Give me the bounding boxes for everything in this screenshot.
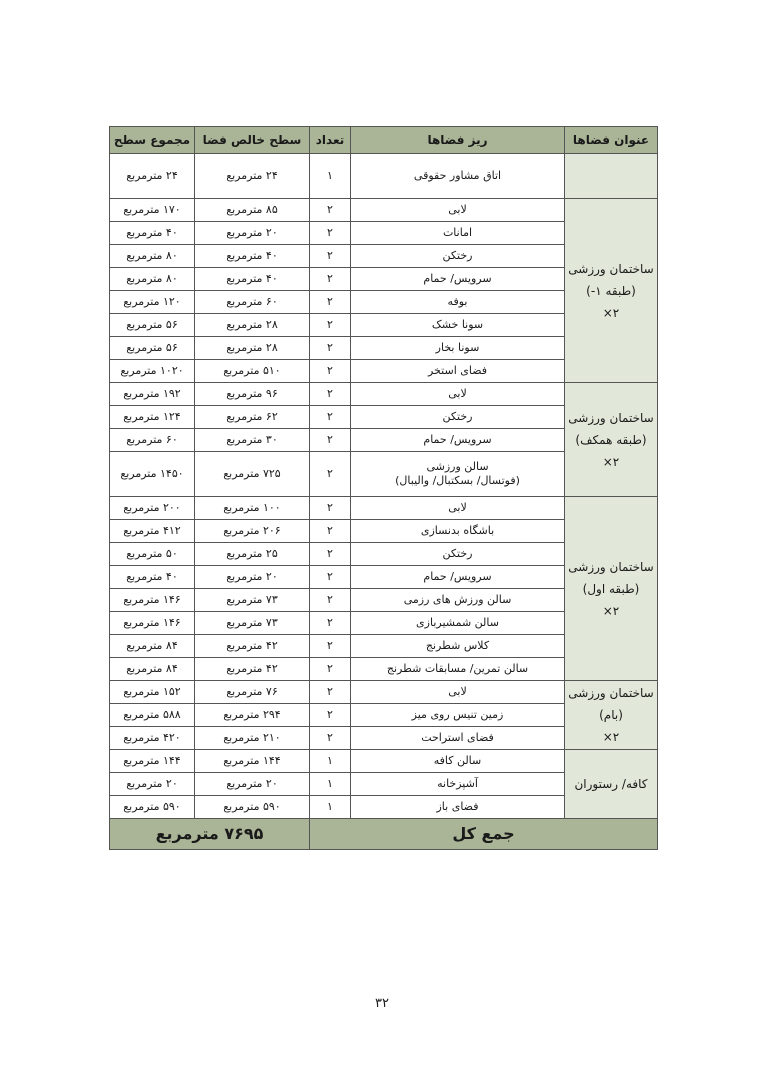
- count-cell: ۲: [310, 199, 351, 222]
- net-area-cell: ۱۴۴ مترمربع: [195, 750, 310, 773]
- count-cell: ۲: [310, 383, 351, 406]
- page-number: ۳۲: [375, 996, 389, 1011]
- group-title-line: (طبقه ۱-): [586, 283, 636, 298]
- table-row: [110, 154, 658, 199]
- net-area-cell: ۷۲۵ مترمربع: [195, 452, 310, 497]
- subspace-name: [351, 704, 565, 727]
- subspace-name-line: آشپزخانه: [437, 777, 478, 790]
- group-title: [565, 383, 658, 497]
- subspace-name-line: فضای استراحت: [421, 731, 494, 744]
- count-cell: ۲: [310, 658, 351, 681]
- total-area-cell: ۱۴۴ مترمربع: [110, 750, 195, 773]
- table-row: [110, 681, 658, 704]
- net-area-cell: ۲۸ مترمربع: [195, 314, 310, 337]
- net-area-cell: ۴۰ مترمربع: [195, 245, 310, 268]
- subspace-name-line: سالن تمرین/ مسابقات شطرنج: [386, 662, 529, 675]
- count-cell: ۲: [310, 245, 351, 268]
- subspace-name-line: باشگاه بدنسازی: [420, 524, 495, 537]
- total-area-cell: ۱۲۰ مترمربع: [110, 291, 195, 314]
- net-area-cell: ۵۱۰ مترمربع: [195, 360, 310, 383]
- subspace-name-line: سرویس/ حمام: [423, 433, 492, 446]
- subspace-name-line: فضای استخر: [427, 364, 488, 377]
- net-area-cell: ۲۰۶ مترمربع: [195, 520, 310, 543]
- net-area-cell: ۲۱۰ مترمربع: [195, 727, 310, 750]
- subspace-name: [351, 543, 565, 566]
- header-title: عنوان فضاها: [565, 127, 658, 154]
- count-cell: ۲: [310, 429, 351, 452]
- subspace-name-line: لابی: [448, 501, 467, 514]
- count-cell: ۲: [310, 543, 351, 566]
- group-title-line: ساختمان ورزشی: [568, 686, 654, 700]
- subspace-name: [351, 452, 565, 497]
- total-area-cell: ۱۴۵۰ مترمربع: [110, 452, 195, 497]
- subspace-name-line: رختکن: [442, 249, 473, 262]
- group-title: [565, 497, 658, 681]
- total-area-cell: ۱۹۲ مترمربع: [110, 383, 195, 406]
- subspace-name: [351, 383, 565, 406]
- count-cell: ۲: [310, 727, 351, 750]
- subspace-name: [351, 429, 565, 452]
- subspace-name: [351, 268, 565, 291]
- subspace-name: [351, 497, 565, 520]
- total-area-cell: ۱۵۲ مترمربع: [110, 681, 195, 704]
- subspace-name-line: سالن ورزش های رزمی: [403, 593, 512, 606]
- total-area-cell: ۸۴ مترمربع: [110, 658, 195, 681]
- net-area-cell: ۳۰ مترمربع: [195, 429, 310, 452]
- table-row: [110, 497, 658, 520]
- header-subspace: ریز فضاها: [351, 127, 565, 154]
- total-area-cell: ۸۰ مترمربع: [110, 245, 195, 268]
- total-area-cell: ۵۰ مترمربع: [110, 543, 195, 566]
- grand-total-label: جمع کل: [310, 819, 658, 850]
- total-area-cell: ۴۱۲ مترمربع: [110, 520, 195, 543]
- count-cell: ۲: [310, 589, 351, 612]
- count-cell: ۲: [310, 681, 351, 704]
- total-area-cell: ۱۲۴ مترمربع: [110, 406, 195, 429]
- table-row: [110, 383, 658, 406]
- count-cell: ۲: [310, 314, 351, 337]
- subspace-name: [351, 566, 565, 589]
- group-title-line: ۲×: [602, 305, 620, 320]
- header-total-area: مجموع سطح: [110, 127, 195, 154]
- count-cell: ۲: [310, 497, 351, 520]
- group-title: [565, 154, 658, 199]
- subspace-name-line: رختکن: [442, 547, 473, 560]
- group-title: [565, 681, 658, 750]
- count-cell: ۱: [310, 796, 351, 819]
- count-cell: ۲: [310, 291, 351, 314]
- header-count: تعداد: [310, 127, 351, 154]
- total-area-cell: ۶۰ مترمربع: [110, 429, 195, 452]
- group-title-line: (بام): [599, 708, 623, 722]
- net-area-cell: ۲۴ مترمربع: [195, 154, 310, 199]
- subspace-name-line: (فوتسال/ بسکتبال/ والیبال): [395, 474, 520, 487]
- net-area-cell: ۹۶ مترمربع: [195, 383, 310, 406]
- subspace-name-line: سرویس/ حمام: [423, 570, 492, 583]
- total-area-cell: ۴۰ مترمربع: [110, 566, 195, 589]
- total-area-cell: ۲۴ مترمربع: [110, 154, 195, 199]
- space-table: [109, 126, 658, 850]
- subspace-name: [351, 773, 565, 796]
- subspace-name-line: بوفه: [447, 295, 468, 308]
- subspace-name: [351, 658, 565, 681]
- net-area-cell: ۱۰۰ مترمربع: [195, 497, 310, 520]
- subspace-name-line: سالن شمشیربازی: [416, 616, 499, 629]
- subspace-name: [351, 314, 565, 337]
- total-row: [110, 819, 658, 850]
- subspace-name: [351, 222, 565, 245]
- count-cell: ۲: [310, 635, 351, 658]
- count-cell: ۱: [310, 773, 351, 796]
- subspace-name-line: لابی: [448, 203, 467, 216]
- subspace-name-line: سونا بخار: [435, 341, 480, 354]
- subspace-name-line: زمین تنیس روی میز: [411, 708, 504, 721]
- count-cell: ۲: [310, 566, 351, 589]
- net-area-cell: ۸۵ مترمربع: [195, 199, 310, 222]
- subspace-name-line: لابی: [448, 685, 467, 698]
- table-row: [110, 199, 658, 222]
- subspace-name: [351, 154, 565, 199]
- grand-total-value: ۷۶۹۵ مترمربع: [110, 819, 310, 850]
- subspace-name-line: لابی: [448, 387, 467, 400]
- total-area-cell: ۲۰۰ مترمربع: [110, 497, 195, 520]
- table-header: [110, 127, 658, 154]
- subspace-name: [351, 245, 565, 268]
- subspace-name-line: سالن ورزشی: [426, 460, 489, 473]
- subspace-name: [351, 291, 565, 314]
- total-area-cell: ۵۶ مترمربع: [110, 337, 195, 360]
- net-area-cell: ۲۸ مترمربع: [195, 337, 310, 360]
- net-area-cell: ۷۳ مترمربع: [195, 589, 310, 612]
- total-area-cell: ۱۴۶ مترمربع: [110, 589, 195, 612]
- count-cell: ۲: [310, 360, 351, 383]
- subspace-name-line: اتاق مشاور حقوقی: [413, 169, 502, 182]
- net-area-cell: ۷۶ مترمربع: [195, 681, 310, 704]
- net-area-cell: ۴۲ مترمربع: [195, 635, 310, 658]
- net-area-cell: ۷۳ مترمربع: [195, 612, 310, 635]
- subspace-name: [351, 337, 565, 360]
- total-area-cell: ۸۰ مترمربع: [110, 268, 195, 291]
- subspace-name: [351, 520, 565, 543]
- total-area-cell: ۵۸۸ مترمربع: [110, 704, 195, 727]
- subspace-name: [351, 199, 565, 222]
- net-area-cell: ۲۰ مترمربع: [195, 222, 310, 245]
- subspace-name: [351, 727, 565, 750]
- group-title-line: ۲×: [602, 603, 620, 618]
- subspace-name-line: سرویس/ حمام: [423, 272, 492, 285]
- group-title-line: کافه/ رستوران: [574, 777, 648, 791]
- net-area-cell: ۲۹۴ مترمربع: [195, 704, 310, 727]
- count-cell: ۲: [310, 452, 351, 497]
- group-title: [565, 750, 658, 819]
- net-area-cell: ۵۹۰ مترمربع: [195, 796, 310, 819]
- table-footer: [110, 819, 658, 850]
- subspace-name: [351, 589, 565, 612]
- group-title-line: ۲×: [602, 454, 620, 469]
- total-area-cell: ۱۷۰ مترمربع: [110, 199, 195, 222]
- group-title-line: ساختمان ورزشی: [568, 261, 654, 276]
- count-cell: ۲: [310, 520, 351, 543]
- group-title-line: ۲×: [602, 730, 620, 744]
- group-title-line: (طبقه همکف): [575, 432, 647, 447]
- subspace-name-line: سالن کافه: [433, 754, 482, 767]
- subspace-name-line: سونا خشک: [431, 318, 484, 331]
- total-area-cell: ۱۰۲۰ مترمربع: [110, 360, 195, 383]
- group-title: [565, 199, 658, 383]
- table-body: [110, 154, 658, 819]
- count-cell: ۲: [310, 704, 351, 727]
- total-area-cell: ۲۰ مترمربع: [110, 773, 195, 796]
- net-area-cell: ۴۰ مترمربع: [195, 268, 310, 291]
- total-area-cell: ۵۶ مترمربع: [110, 314, 195, 337]
- group-title-line: (طبقه اول): [582, 581, 640, 596]
- total-area-cell: ۱۴۶ مترمربع: [110, 612, 195, 635]
- subspace-name: [351, 635, 565, 658]
- count-cell: ۲: [310, 222, 351, 245]
- total-area-cell: ۴۰ مترمربع: [110, 222, 195, 245]
- total-area-cell: ۸۴ مترمربع: [110, 635, 195, 658]
- net-area-cell: ۲۵ مترمربع: [195, 543, 310, 566]
- count-cell: ۱: [310, 154, 351, 199]
- subspace-name: [351, 612, 565, 635]
- subspace-name-line: امانات: [442, 226, 473, 239]
- header-row: [110, 127, 658, 154]
- count-cell: ۲: [310, 406, 351, 429]
- net-area-cell: ۴۲ مترمربع: [195, 658, 310, 681]
- net-area-cell: ۶۲ مترمربع: [195, 406, 310, 429]
- subspace-name: [351, 796, 565, 819]
- count-cell: ۲: [310, 337, 351, 360]
- count-cell: ۲: [310, 612, 351, 635]
- net-area-cell: ۲۰ مترمربع: [195, 773, 310, 796]
- count-cell: ۲: [310, 268, 351, 291]
- net-area-cell: ۲۰ مترمربع: [195, 566, 310, 589]
- total-area-cell: ۵۹۰ مترمربع: [110, 796, 195, 819]
- subspace-name-line: رختکن: [442, 410, 473, 423]
- group-title-line: ساختمان ورزشی: [568, 410, 654, 425]
- total-area-cell: ۴۲۰ مترمربع: [110, 727, 195, 750]
- subspace-name: [351, 360, 565, 383]
- subspace-name-line: کلاس شطرنج: [425, 639, 490, 652]
- group-title-line: ساختمان ورزشی: [568, 559, 654, 574]
- subspace-name-line: فضای باز: [436, 800, 479, 813]
- subspace-name: [351, 681, 565, 704]
- header-net-area: سطح خالص فضا: [195, 127, 310, 154]
- net-area-cell: ۶۰ مترمربع: [195, 291, 310, 314]
- subspace-name: [351, 750, 565, 773]
- subspace-name: [351, 406, 565, 429]
- count-cell: ۱: [310, 750, 351, 773]
- table-row: [110, 750, 658, 773]
